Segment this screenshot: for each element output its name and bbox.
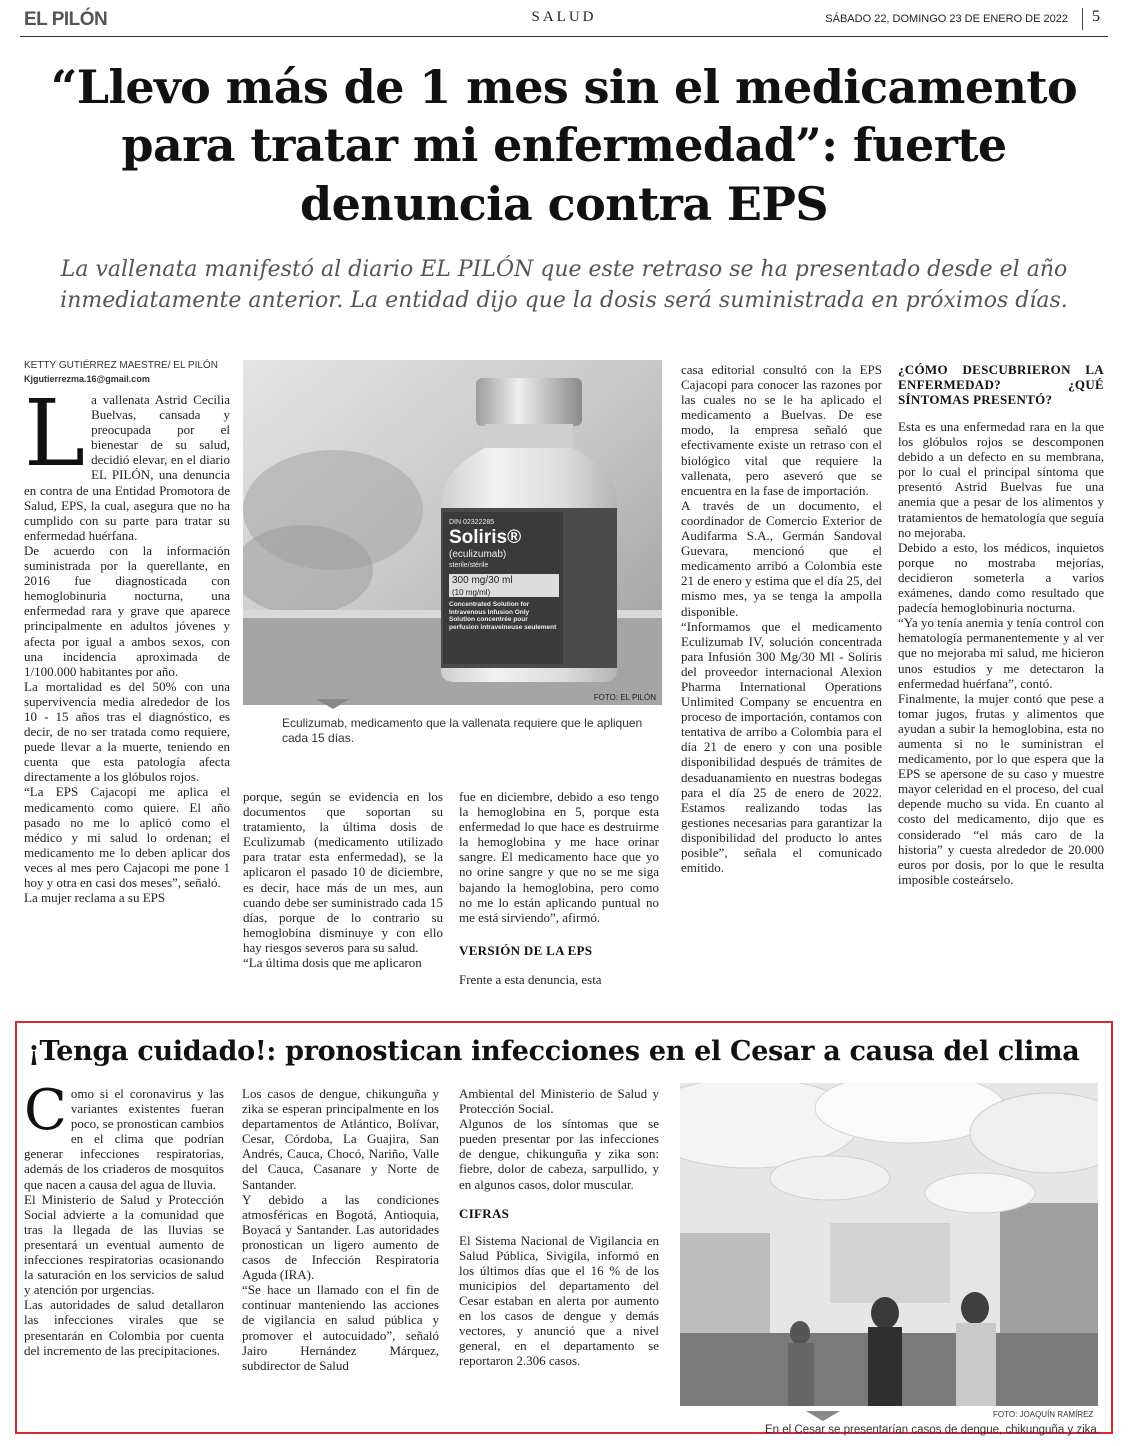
vial-sterile: sterile/stérile xyxy=(449,562,489,570)
paragraph: Debido a esto, los médicos, inquietos porque no mostraba mejorías, decidieron someterla a varios exámenes, dando como resultado que padecía hemoglobinuria nocturna. xyxy=(898,539,1104,616)
article1-column-5 xyxy=(898,362,1104,1012)
paragraph: Frente a esta denuncia, esta xyxy=(459,971,602,987)
paragraph: Finalmente, la mujer contó que pese a tomar jugos, frutas y alimentos que ayudan a subir la hemoglobina, esta no aumenta si no le suministran el medicamento, por lo que espera que la EPS se apersone de su caso y muestre mayor celeridad en el proceso, del cual depende mucho su vida. En cuanto al costo del medicamento, dijo que es considerado “el más caro de la historia” y cuesta alrededor de 20.000 euros por dosis, por lo que le resulta imposible costeárselo. xyxy=(898,690,1104,887)
article1-column-1 xyxy=(24,392,230,1014)
paragraph: “Ya yo tenía anemia y tenía control con hematología permanentemente y al ver que no mejoraba mi salud, me hicieron unos estudios y me detectaron la enfermedad huérfana”, contó. xyxy=(898,615,1104,691)
photo-caption: En el Cesar se presentarían casos de dengue, chikunguña y zika. xyxy=(765,1424,1100,1436)
photo-credit: FOTO: EL PILÓN xyxy=(593,693,656,702)
vial-concentration: (10 mg/ml) xyxy=(449,588,559,597)
umbrella-street-illustration xyxy=(680,1083,1098,1406)
article2-column-2 xyxy=(242,1086,439,1426)
dropcap: L xyxy=(24,392,86,487)
paragraph: A través de un documento, el coordinador de Comercio Exterior de Audifarma S.A., Germán Sandoval Guevara, mencionó que el medicamento arribó a Colombia este 21 de enero y estima que el día 25, del mismo mes, ya se tenga la ampolla disponible. xyxy=(681,497,882,619)
article1-column-3 xyxy=(459,789,659,1011)
vial-label xyxy=(449,519,559,631)
vial-din: DIN 02322285 xyxy=(449,519,495,526)
author-email: Kjgutierrezma.16@gmail.com xyxy=(24,374,150,384)
medicine-photo xyxy=(243,360,662,705)
paragraph: “Se hace un llamado con el fin de continuar manteniendo las acciones de vigilancia en salud pública y promover el autocuidado”, señaló Jairo Hernández Márquez, subdirector de Salud xyxy=(242,1282,439,1373)
vial-dose: 300 mg/30 ml xyxy=(449,574,559,588)
paragraph: a vallenata Astrid Cecilia Buelvas, cansada y preocupada por el bienestar de su salud, decidió elevar, en el diario EL PILÓN, una denuncia en contra de una Entidad Promotora de Salud, EPS, la cual, asegura que no ha cumplido con su parte para tratar su enfermedad huérfana. xyxy=(24,392,230,543)
street-market-photo xyxy=(680,1083,1098,1406)
paragraph: El Ministerio de Salud y Protección Social advierte a la comunidad que tras la llegada de las lluvias se presentará un eventual aumento de infecciones respiratorias ocasionando la saturación en los servicios de salud y atención por urgencias. xyxy=(24,1191,224,1298)
paragraph: Las autoridades de salud detallaron las infecciones virales que se presentarán en Colombia por cuenta del incremento de las precipitaciones. xyxy=(24,1297,224,1358)
paragraph: Esta es una enfermedad rara en la que los glóbulos rojos se descomponen debido a un defecto en su membrana, por lo cual el principal síntoma que presentó Astrid Buelvas fue una anemia que a pesar de los alimentos y tratamientos de hematología que seguía no mejoraba. xyxy=(898,419,1104,540)
boxed-article-headline: ¡Tenga cuidado!: pronostican infecciones en el Cesar a causa del clima xyxy=(28,1036,1080,1067)
article1-column-2 xyxy=(243,789,443,1011)
section-title: SALUD xyxy=(531,9,597,25)
paragraph: casa editorial consultó con la EPS Cajacopi para conocer las razones por las cuales no se le ha aplicado el medicamento a Buelvas. De ese modo, la empresa señaló que efectivamente existe un retraso con el biológico vital que requiere la vallenata, pero aseveró que se encuentra en la fase de importación. xyxy=(681,362,882,498)
paragraph: fue en diciembre, debido a eso tengo la hemoglobina en 5, porque esta enfermedad lo que hace es destruirme la hemoglobina y me hace orinar sangre. El medicamento hace que yo no orine sangre y que no se me siga bajando la hemoglobina, pero como no me lo están aplicando puntual no me está sirviendo”, afirmó. xyxy=(459,789,659,925)
article2-column-1 xyxy=(24,1086,224,1426)
paragraph: Los casos de dengue, chikunguña y zika se esperan principalmente en los departamentos de Atlántico, Bolívar, Cesar, Córdoba, La Guajira, San Andrés, Cauca, Chocó, Nariño, Valle del Cauca, Casanare y Norte de Santander. xyxy=(242,1086,439,1192)
paragraph: La mujer reclama a su EPS xyxy=(24,890,166,906)
subheading: VERSIÓN DE LA EPS xyxy=(459,942,593,958)
paragraph: “Informamos que el medicamento Eculizumab IV, solución concentrada para Infusión 300 Mg/30 Ml - Soliris del proveedor internacional Alexion Pharma International Operations Unlimited Company se encuentra en proceso de importación, contamos con tentativa de arribo a Colombia para el día 21 de enero y con una posible disponibilidad después de trámites de desaduanamiento en nuestras bodegas para el día 25 de enero de 2022. Estamos realizando todas las gestiones necesarias para garantizar la disponibilidad del producto lo antes posible”, señala el comunicado emitido. xyxy=(681,618,882,876)
article-deck: La vallenata manifestó al diario EL PILÓN que este retraso se ha presentado desde el año inmediatamente anterior. La entidad dijo que la dosis será suministrada en próximos días. xyxy=(60,257,1068,314)
vial-brand: Soliris® xyxy=(449,527,522,549)
vial-text-line: Concentrated Solution for xyxy=(449,601,530,609)
paragraph: Ambiental del Ministerio de Salud y Protección Social. xyxy=(459,1086,659,1117)
caption-arrow-icon xyxy=(316,699,350,709)
photo-credit: FOTO: JOAQUÍN RAMÍREZ xyxy=(993,1410,1094,1419)
page-number: 5 xyxy=(1082,8,1100,30)
paragraph: El Sistema Nacional de Vigilancia en Salud Pública, Sivigila, informó en los últimos días que el 16 % de los municipios del departamento del Cesar estaban en alerta por aumento en los casos de dengue y demás vectores, y anunció que a nivel general, en el departamento se reportaron 2.306 casos. xyxy=(459,1232,659,1369)
subheading: ¿CÓMO DESCUBRIERON LA ENFERMEDAD? ¿QUÉ SÍNTOMAS PRESENTÓ? xyxy=(898,362,1104,407)
paragraph: Y debido a las condiciones atmosféricas en Bogotá, Antioquia, Boyacá y Santander. Las autoridades pronostican un ligero aumento de casos de Infección Respiratoria Aguda (IRA). xyxy=(242,1191,439,1283)
caption-arrow-icon xyxy=(806,1411,840,1421)
dropcap: C xyxy=(24,1086,67,1143)
paragraph: “La última dosis que me aplicaron xyxy=(243,955,422,971)
issue-date: SÁBADO 22, DOMINGO 23 DE ENERO DE 2022 xyxy=(825,13,1068,25)
paragraph: De acuerdo con la información suministrada por la querellante, en 2016 fue diagnosticada con hemoglobinuria nocturna, una enfermedad rara y grave que aparece principalmente en adultos jóvenes y afecta por igual a ambos sexos, con una incidencia aproximada de 1/100.000 habitantes por año. xyxy=(24,542,230,679)
byline: KETTY GUTIÉRREZ MAESTRE/ EL PILÓN xyxy=(24,360,218,371)
paragraph: “La EPS Cajacopi me aplica el medicamento como quiere. El año pasado no me lo aplicó como el médico y mi salud lo ordenan; el medicamento me lo deben aplicar dos veces al mes pero Cajacopi me pone 1 hoy y otra en casi dos meses”, señaló. xyxy=(24,784,230,890)
article-headline: “Llevo más de 1 mes sin el medicamento para tratar mi enfermedad”: fuerte denuncia contra EPS xyxy=(50,60,1078,231)
vial-text-line: Intravenous Infusion Only xyxy=(449,608,530,616)
paragraph: porque, según se evidencia en los documentos que soportan su tratamiento, la última dosis de Eculizumab (medicamento utilizado para tratar esta enfermedad), se la aplicaron el pasado 10 de diciembre, es decir, hace más de un mes, aun cuando debe ser suministrado cada 15 días, porque de lo contrario su hemoglobina disminuye y con ello hay riesgos severos para su salud. xyxy=(243,789,443,955)
article2-column-3 xyxy=(459,1086,659,1426)
article1-column-4 xyxy=(681,362,882,1012)
paragraph: omo si el coronavirus y las variantes existentes fueran poco, se pronostican cambios en el clima que podrían generar infecciones respiratorias, además de los criaderos de mosquitos que nacen a causa del agua de lluvia. xyxy=(24,1086,224,1192)
paragraph: Algunos de los síntomas que se pueden presentar por las infecciones de dengue, chikunguña y zika son: fiebre, dolor de cabeza, sarpullido, y en algunos casos, dolor muscular. xyxy=(459,1116,659,1192)
vial-generic: (eculizumab) xyxy=(449,548,507,560)
newspaper-logo: EL PILÓN xyxy=(24,9,108,30)
vial-text-line: perfusion intraveineuse seulement xyxy=(449,623,557,631)
subheading: CIFRAS xyxy=(459,1205,510,1221)
vial-text-line: Solution concentrée pour xyxy=(449,616,528,624)
paragraph: La mortalidad es del 50% con una supervivencia media alrededor de los 10 - 15 años tras el diagnóstico, es decir, de no ser tratada como requiere, puede llevar a la muerte, teniendo en cuenta que esta patología afecta directamente a los glóbulos rojos. xyxy=(24,678,230,785)
header-rule xyxy=(20,36,1108,37)
photo-caption: Eculizumab, medicamento que la vallenata requiere que le apliquen cada 15 días. xyxy=(282,716,643,745)
